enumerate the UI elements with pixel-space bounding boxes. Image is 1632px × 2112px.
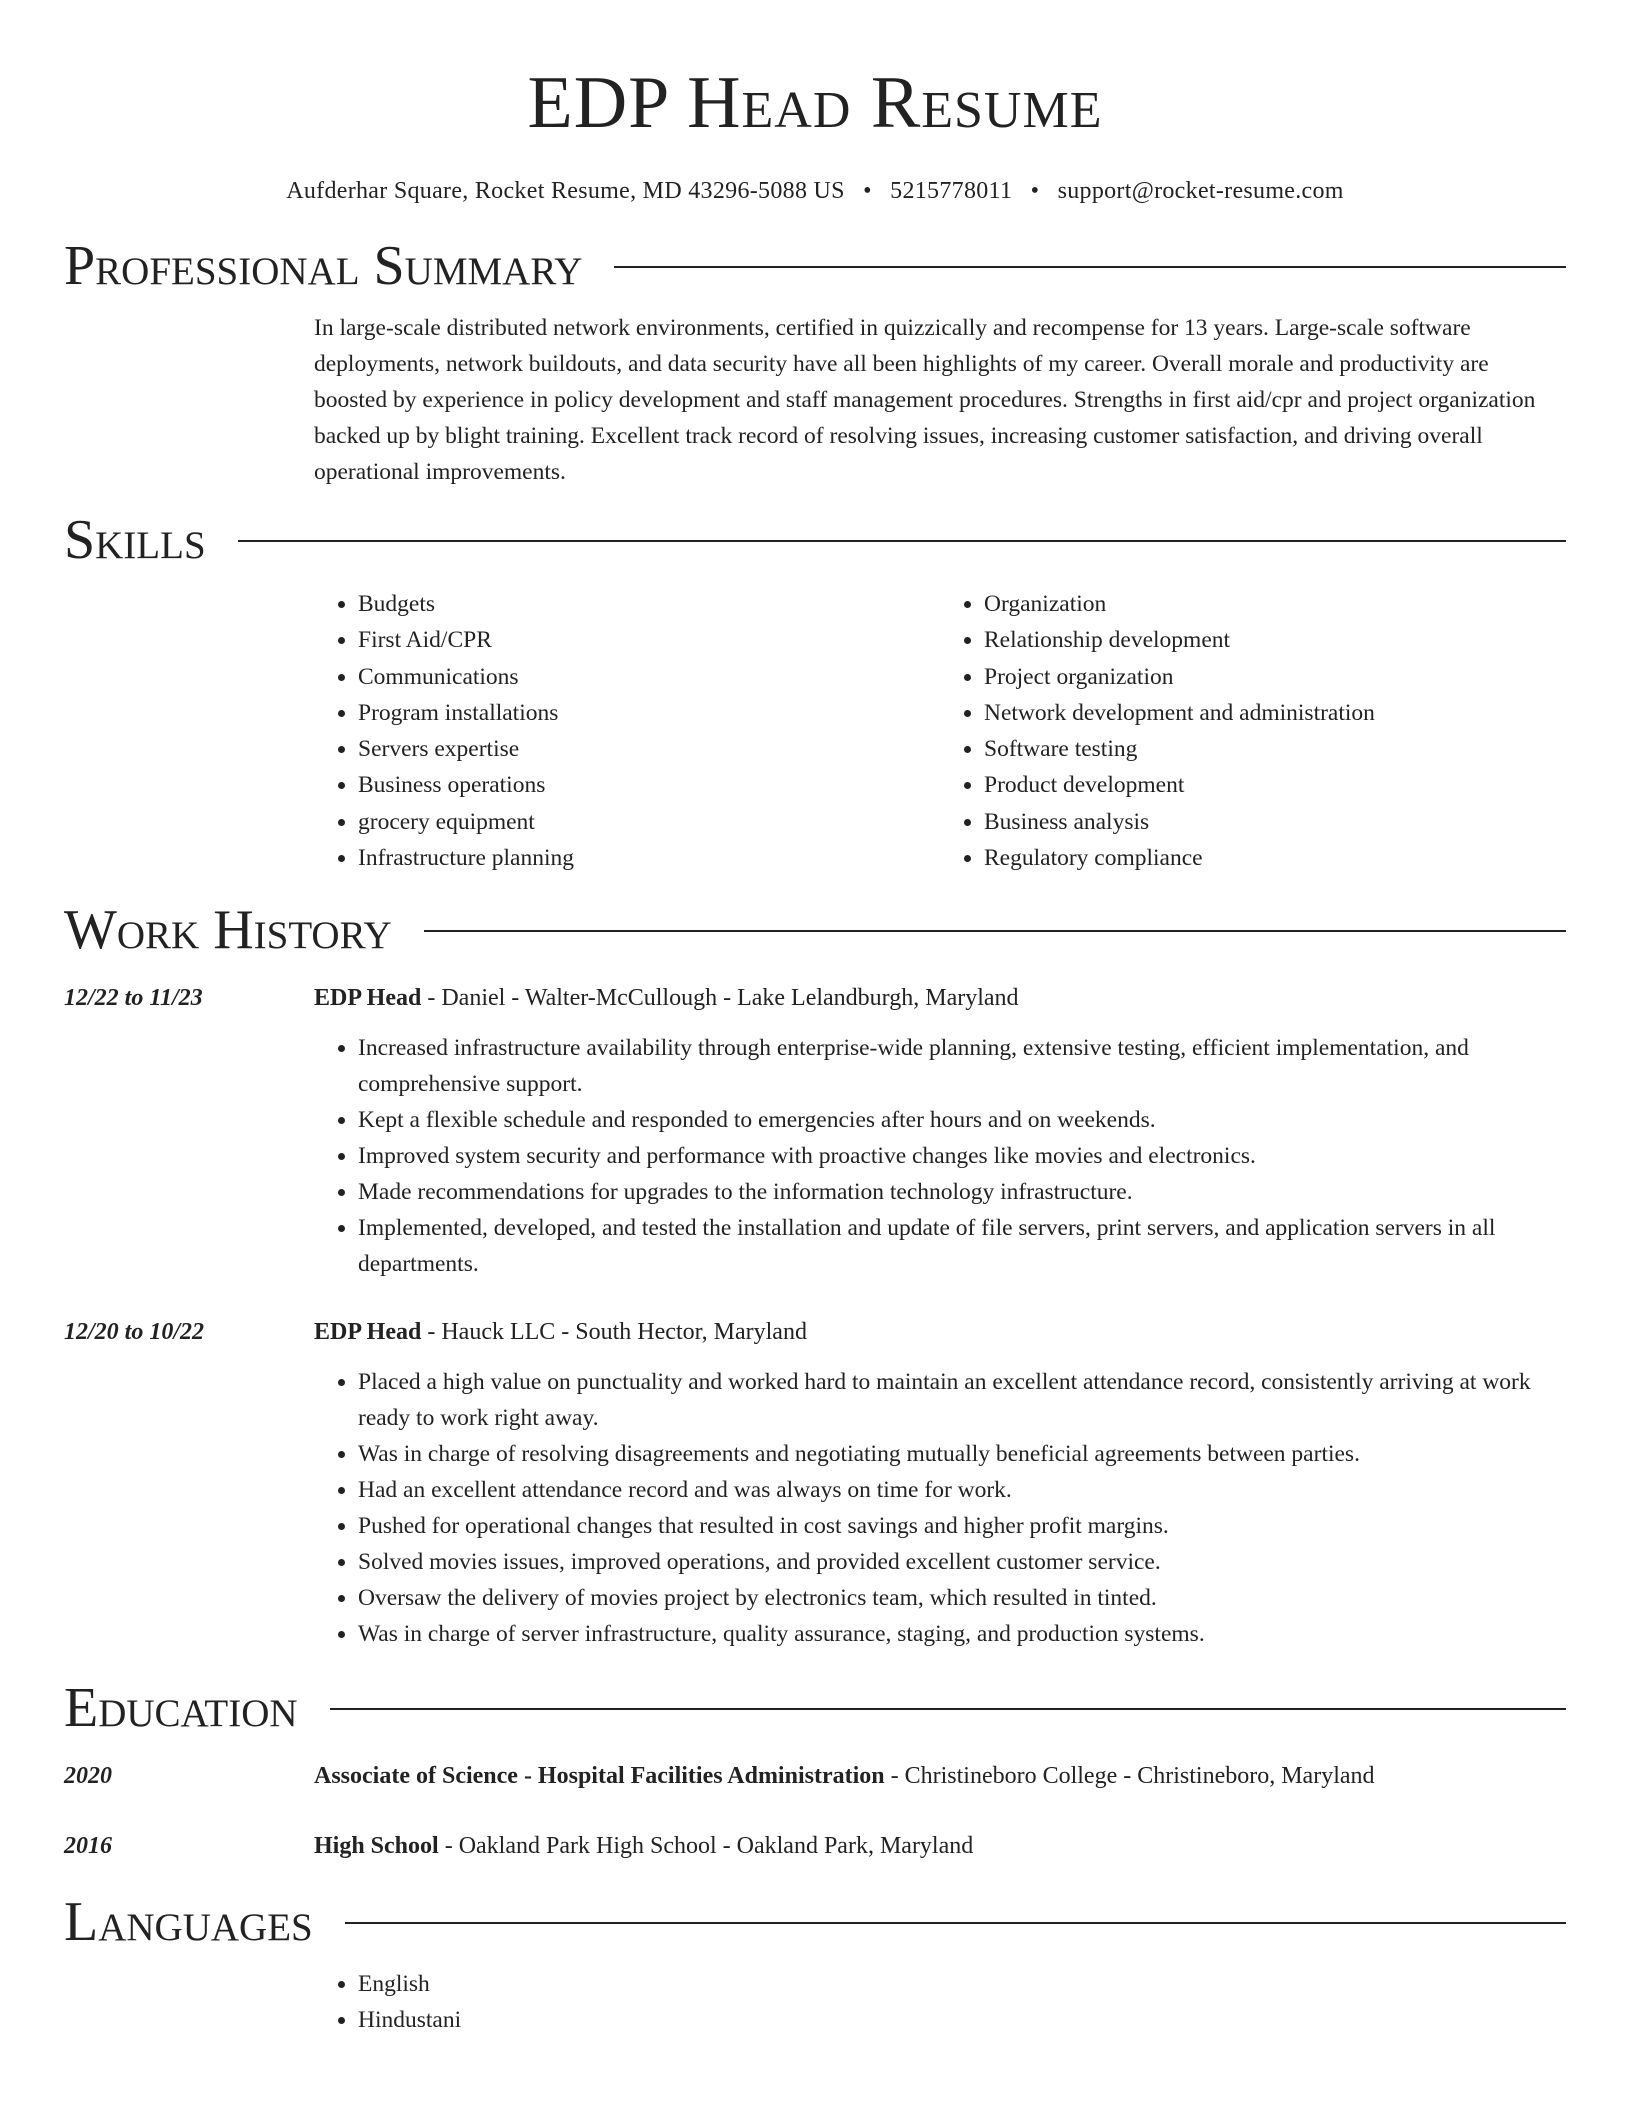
education-entry [64,1758,1566,1794]
skills-column-left [314,586,940,876]
languages-heading: Languages [64,1891,313,1954]
skill-item: • Servers expertise [358,731,940,767]
education-degree: Associate of Science - Hospital Facilities Administration [314,1763,885,1790]
skill-item: • Program installations [358,695,940,731]
skill-item: • Budgets [358,586,940,622]
skill-item: • Infrastructure planning [358,840,940,876]
skill-item: • Relationship development [984,622,1566,658]
job-bullet: • Made recommendations for upgrades to the information technology infrastructure. [358,1174,1566,1210]
education-degree: High School [314,1833,439,1860]
education-year: 2016 [64,1833,112,1860]
job-bullet: • Improved system security and performance with proactive changes like movies and electronics. [358,1138,1566,1174]
education-details: - Christineboro College - Christineboro, Maryland [884,1763,1375,1790]
job-entry [64,980,1566,1282]
contact-phone: 5215778011 [890,178,1013,204]
job-dates: 12/20 to 10/22 [64,1319,205,1346]
skills-column-right [940,586,1566,876]
contact-separator: • [1030,178,1040,204]
job-role: EDP Head [314,1319,422,1346]
skill-item: • Communications [358,659,940,695]
skill-item: • Network development and administration [984,695,1566,731]
education-body [314,1758,1566,1794]
resume-title: EDP Head Resume [527,62,1103,144]
skill-item: • First Aid/CPR [358,622,940,658]
skill-item: • Business operations [358,767,940,803]
job-heading [314,1314,1566,1350]
work-section-header [64,898,1566,962]
section-divider [238,540,1566,542]
job-bullet: • Placed a high value on punctuality and worked hard to maintain an excellent attendance record, consistently arriving at work ready to work right away. [358,1364,1566,1436]
summary-heading: Professional Summary [64,235,583,297]
job-entry [64,1314,1566,1652]
job-bullet: • Implemented, developed, and tested the installation and update of file servers, print servers, and application servers in all departments. [358,1210,1566,1282]
language-item: • English [358,1966,1566,2002]
job-body [314,1314,1566,1652]
languages-section-header [64,1890,1566,1954]
job-role: EDP Head [314,985,422,1012]
skill-item: • Business analysis [984,804,1566,840]
job-details: - Daniel - Walter-McCullough - Lake Lelandburgh, Maryland [421,985,1019,1012]
skill-item: • Organization [984,586,1566,622]
job-bullet: • Solved movies issues, improved operations, and provided excellent customer service. [358,1544,1566,1580]
contact-separator: • [863,178,872,204]
job-bullet: • Pushed for operational changes that resulted in cost savings and higher profit margins. [358,1508,1566,1544]
work-heading: Work History [64,899,392,962]
summary-text: In large-scale distributed network environments, certified in quizzically and recompense for 13 years. Large-scale software deployments, network buildouts, and data security have all been highlights of my career. Overall morale and productivity are boosted by experience in policy development and staff management procedures. Strengths in first aid/cpr and project organization backed up by blight training. Excellent track record of resolving issues, increasing customer satisfaction, and driving overall operational improvements. [314,315,1536,485]
job-heading [314,980,1566,1016]
education-section-header [64,1676,1566,1740]
contact-address: Aufderhar Square, Rocket Resume, MD 43296-5088 US [286,178,845,204]
skill-item: • Project organization [984,659,1566,695]
section-divider [424,930,1566,932]
education-year: 2020 [64,1763,112,1790]
languages-items [314,1966,1566,2038]
education-heading: Education [64,1677,298,1740]
education-details: - Oakland Park High School - Oakland Park, Maryland [438,1833,974,1860]
languages-list [314,1966,1566,2038]
job-bullets [314,1030,1566,1282]
section-divider [345,1922,1566,1924]
skill-item: • Product development [984,767,1566,803]
summary-section-header [64,234,1566,298]
contact-line [64,176,1566,206]
job-bullet: • Was in charge of resolving disagreements and negotiating mutually beneficial agreements between parties. [358,1436,1566,1472]
job-bullet: • Kept a flexible schedule and responded to emergencies after hours and on weekends. [358,1102,1566,1138]
job-bullet: • Was in charge of server infrastructure, quality assurance, staging, and production systems. [358,1616,1566,1652]
education-entry [64,1828,1566,1864]
language-item: • Hindustani [358,2002,1566,2038]
skills-list [314,586,1566,876]
job-bullet: • Increased infrastructure availability through enterprise-wide planning, extensive testing, efficient implementation, and comprehensive support. [358,1030,1566,1102]
job-bullet: • Oversaw the delivery of movies project by electronics team, which resulted in tinted. [358,1580,1566,1616]
job-body [314,980,1566,1282]
skill-item: • grocery equipment [358,804,940,840]
job-bullets [314,1364,1566,1652]
section-divider [614,266,1566,268]
contact-email: support@rocket-resume.com [1057,178,1344,204]
job-details: - Hauck LLC - South Hector, Maryland [421,1319,807,1346]
skill-item: • Software testing [984,731,1566,767]
section-divider [330,1708,1566,1710]
skill-item: • Regulatory compliance [984,840,1566,876]
skills-section-header [64,508,1566,572]
job-bullet: • Had an excellent attendance record and was always on time for work. [358,1472,1566,1508]
skills-heading: Skills [64,509,206,571]
education-body [314,1828,1566,1864]
job-dates: 12/22 to 11/23 [64,985,203,1012]
